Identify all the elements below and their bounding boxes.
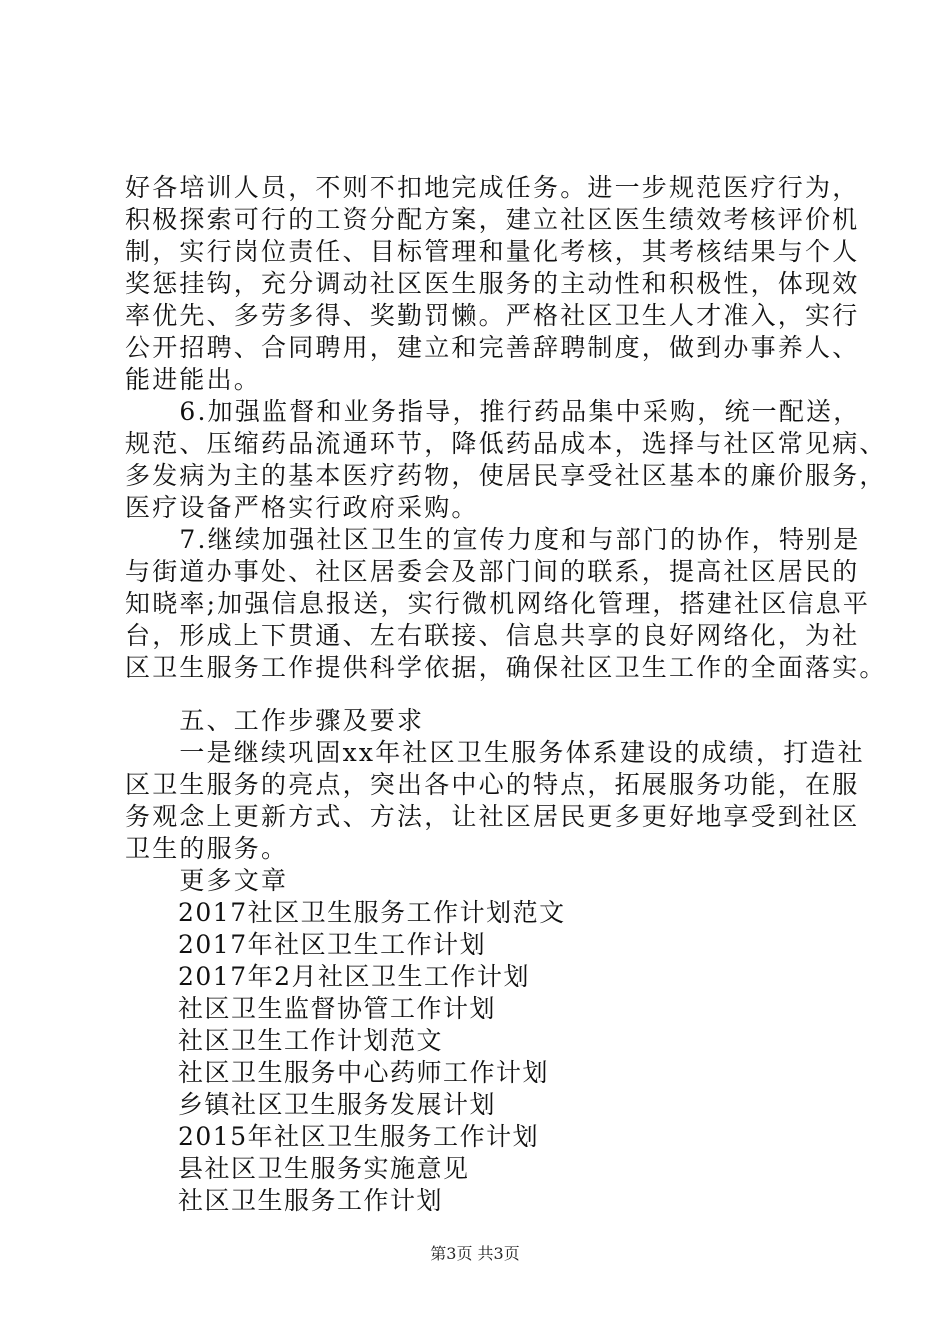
article-link[interactable]: 社区卫生服务中心药师工作计划: [178, 1058, 550, 1087]
body-line: 区卫生服务工作提供科学依据，确保社区卫生工作的全面落实。: [125, 653, 887, 682]
body-line: 好各培训人员，不则不扣地完成任务。进一步规范医疗行为，: [125, 173, 860, 202]
article-link[interactable]: 2017年2月社区卫生工作计划: [178, 962, 531, 991]
body-line: 一是继续巩固xx年社区卫生服务体系建设的成绩，打造社: [125, 738, 865, 767]
more-articles-heading: 更多文章: [125, 866, 289, 895]
body-line: 能进能出。: [125, 365, 262, 394]
body-line: 区卫生服务的亮点，突出各中心的特点，拓展服务功能，在服: [125, 770, 860, 799]
article-link[interactable]: 2017年社区卫生工作计划: [178, 930, 487, 959]
body-line: 与街道办事处、社区居委会及部门间的联系，提高社区居民的: [125, 557, 860, 586]
body-line: 制，实行岗位责任、目标管理和量化考核，其考核结果与个人: [125, 237, 860, 266]
body-line: 医疗设备严格实行政府采购。: [125, 493, 479, 522]
article-link[interactable]: 2017社区卫生服务工作计划范文: [178, 898, 566, 927]
body-line: 率优先、多劳多得、奖勤罚懒。严格社区卫生人才准入，实行: [125, 301, 860, 330]
body-line: 公开招聘、合同聘用，建立和完善辞聘制度，做到办事养人、: [125, 333, 860, 362]
body-line: 务观念上更新方式、方法，让社区居民更多更好地享受到社区: [125, 802, 860, 831]
article-link[interactable]: 社区卫生服务工作计划: [178, 1186, 444, 1215]
body-line: 知晓率;加强信息报送，实行微机网络化管理，搭建社区信息平: [125, 589, 871, 618]
article-link[interactable]: 乡镇社区卫生服务发展计划: [178, 1090, 497, 1119]
article-link[interactable]: 社区卫生工作计划范文: [178, 1026, 444, 1055]
paragraph-7-start: 7.继续加强社区卫生的宣传力度和与部门的协作，特别是: [125, 525, 861, 554]
body-line: 多发病为主的基本医疗药物，使居民享受社区基本的廉价服务，: [125, 461, 887, 490]
body-line: 积极探索可行的工资分配方案，建立社区医生绩效考核评价机: [125, 205, 860, 234]
article-link[interactable]: 社区卫生监督协管工作计划: [178, 994, 497, 1023]
article-link[interactable]: 2015年社区卫生服务工作计划: [178, 1122, 540, 1151]
body-line: 规范、压缩药品流通环节，降低药品成本，选择与社区常见病、: [125, 429, 887, 458]
section-heading: 五、工作步骤及要求: [125, 706, 425, 735]
body-line: 卫生的服务。: [125, 834, 289, 863]
body-line: 台，形成上下贯通、左右联接、信息共享的良好网络化，为社: [125, 621, 860, 650]
paragraph-6-start: 6.加强监督和业务指导，推行药品集中采购，统一配送，: [125, 397, 861, 426]
page-number-footer: 第3页 共3页: [430, 1244, 520, 1263]
body-line: 奖惩挂钩，充分调动社区医生服务的主动性和积极性，体现效: [125, 269, 860, 298]
article-link[interactable]: 县社区卫生服务实施意见: [178, 1154, 470, 1183]
